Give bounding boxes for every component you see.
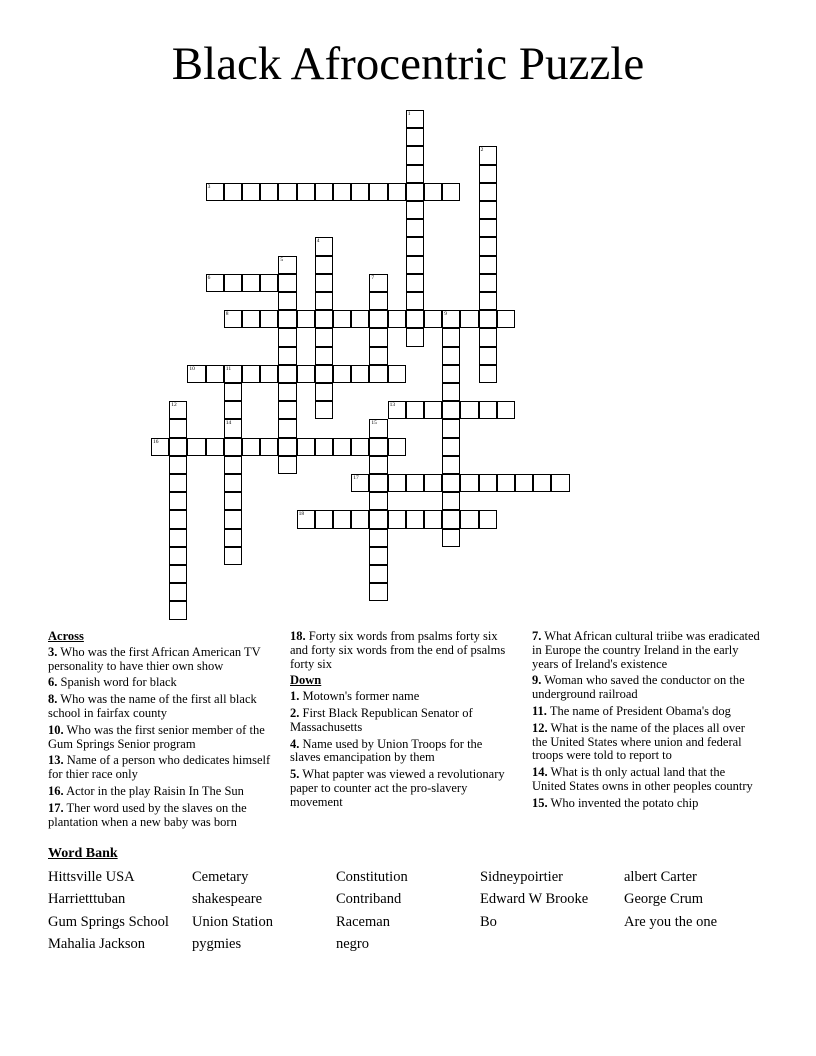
grid-cell[interactable] bbox=[224, 365, 242, 383]
word-bank-item: Gum Springs School bbox=[48, 914, 169, 930]
grid-cell[interactable] bbox=[315, 292, 333, 310]
word-bank-item: Union Station bbox=[192, 914, 273, 930]
clue-across-16: 16. Actor in the play Raisin In The Sun bbox=[48, 783, 244, 798]
grid-cell[interactable] bbox=[278, 310, 296, 328]
grid-cell[interactable] bbox=[206, 183, 224, 201]
grid-cell[interactable] bbox=[315, 383, 333, 401]
grid-cell[interactable] bbox=[333, 510, 351, 528]
grid-cell[interactable] bbox=[406, 165, 424, 183]
grid-cell[interactable] bbox=[442, 401, 460, 419]
grid-cell[interactable] bbox=[187, 365, 205, 383]
grid-cell[interactable] bbox=[278, 274, 296, 292]
grid-cell[interactable] bbox=[242, 365, 260, 383]
grid-cell[interactable] bbox=[351, 510, 369, 528]
grid-cell[interactable] bbox=[169, 510, 187, 528]
grid-cell[interactable] bbox=[479, 310, 497, 328]
grid-cell[interactable] bbox=[479, 146, 497, 164]
word-bank-item: Raceman bbox=[336, 914, 390, 930]
grid-cell[interactable] bbox=[406, 146, 424, 164]
grid-cell[interactable] bbox=[406, 110, 424, 128]
grid-cell[interactable] bbox=[406, 219, 424, 237]
grid-cell[interactable] bbox=[297, 365, 315, 383]
grid-cell[interactable] bbox=[351, 474, 369, 492]
grid-cell[interactable] bbox=[406, 237, 424, 255]
grid-cell[interactable] bbox=[224, 492, 242, 510]
word-bank-heading: Word Bank bbox=[48, 846, 118, 861]
grid-cell[interactable] bbox=[369, 583, 387, 601]
grid-cell[interactable] bbox=[479, 256, 497, 274]
grid-cell[interactable] bbox=[369, 310, 387, 328]
grid-cell[interactable] bbox=[315, 310, 333, 328]
grid-cell[interactable] bbox=[242, 438, 260, 456]
grid-cell[interactable] bbox=[369, 183, 387, 201]
grid-cell[interactable] bbox=[406, 292, 424, 310]
grid-cell[interactable] bbox=[278, 183, 296, 201]
grid-cell[interactable] bbox=[260, 183, 278, 201]
grid-cell[interactable] bbox=[369, 565, 387, 583]
grid-cell[interactable] bbox=[442, 456, 460, 474]
grid-clue-number: 14 bbox=[225, 420, 232, 427]
clue-down-9: 9. Woman who saved the conductor on the underground railroad bbox=[532, 673, 745, 702]
grid-cell[interactable] bbox=[224, 529, 242, 547]
clues-column-3 bbox=[532, 630, 760, 814]
grid-cell[interactable] bbox=[442, 529, 460, 547]
word-bank-item: Bo bbox=[480, 914, 497, 930]
grid-cell[interactable] bbox=[169, 419, 187, 437]
grid-cell[interactable] bbox=[369, 274, 387, 292]
grid-cell[interactable] bbox=[406, 128, 424, 146]
grid-cell[interactable] bbox=[333, 310, 351, 328]
grid-cell[interactable] bbox=[315, 510, 333, 528]
grid-cell[interactable] bbox=[460, 474, 478, 492]
grid-clue-number: 18 bbox=[298, 511, 305, 518]
word-bank-item: albert Carter bbox=[624, 869, 697, 885]
clue-down-2: 2. First Black Republican Senator of Massachusetts bbox=[290, 705, 473, 734]
grid-cell[interactable] bbox=[388, 310, 406, 328]
grid-cell[interactable] bbox=[442, 474, 460, 492]
grid-cell[interactable] bbox=[479, 183, 497, 201]
grid-cell[interactable] bbox=[388, 474, 406, 492]
grid-cell[interactable] bbox=[406, 183, 424, 201]
grid-cell[interactable] bbox=[388, 365, 406, 383]
grid-cell[interactable] bbox=[424, 510, 442, 528]
grid-cell[interactable] bbox=[369, 547, 387, 565]
grid-cell[interactable] bbox=[388, 510, 406, 528]
grid-cell[interactable] bbox=[442, 365, 460, 383]
grid-cell[interactable] bbox=[369, 529, 387, 547]
grid-clue-number: 8 bbox=[225, 311, 229, 318]
clues-column-2 bbox=[290, 630, 516, 813]
grid-cell[interactable] bbox=[315, 438, 333, 456]
grid-cell[interactable] bbox=[169, 547, 187, 565]
grid-cell[interactable] bbox=[406, 328, 424, 346]
clue-across-13: 13. Name of a person who dedicates himself for thier race only bbox=[48, 753, 271, 782]
grid-cell[interactable] bbox=[260, 274, 278, 292]
clue-down-7: 7. What African cultural triibe was eradicated in Europe the country Ireland in the early years of Ireland's existence bbox=[532, 629, 760, 671]
grid-clue-number: 4 bbox=[316, 238, 320, 245]
grid-cell[interactable] bbox=[224, 547, 242, 565]
clue-across-18: 18. Forty six words from psalms forty six and forty six words from the end of psalms forty six bbox=[290, 629, 506, 671]
grid-clue-number: 9 bbox=[444, 311, 447, 318]
word-bank-item: George Crum bbox=[624, 891, 704, 907]
word-bank-item: Constitution bbox=[336, 869, 408, 885]
grid-cell[interactable] bbox=[242, 274, 260, 292]
word-bank-item: Cemetary bbox=[192, 869, 249, 885]
grid-cell[interactable] bbox=[151, 438, 169, 456]
grid-cell[interactable] bbox=[479, 274, 497, 292]
grid-cell[interactable] bbox=[406, 310, 424, 328]
word-bank-item: negro bbox=[336, 936, 370, 952]
clue-across-8: 8. Who was the name of the first all black school in fairfax county bbox=[48, 692, 257, 720]
grid-cell[interactable] bbox=[224, 419, 242, 437]
grid-cell[interactable] bbox=[206, 438, 224, 456]
grid-cell[interactable] bbox=[351, 365, 369, 383]
grid-cell[interactable] bbox=[369, 365, 387, 383]
grid-cell[interactable] bbox=[206, 365, 224, 383]
grid-cell[interactable] bbox=[442, 383, 460, 401]
grid-cell[interactable] bbox=[442, 347, 460, 365]
grid-cell[interactable] bbox=[315, 328, 333, 346]
grid-cell[interactable] bbox=[442, 419, 460, 437]
word-bank-item: Mahalia Jackson bbox=[48, 936, 146, 952]
clue-down-12: 12. What is the name of the places all over the United States where union and federal troops were told to report to bbox=[532, 720, 745, 763]
grid-cell[interactable] bbox=[424, 310, 442, 328]
grid-cell[interactable] bbox=[260, 310, 278, 328]
grid-cell[interactable] bbox=[315, 237, 333, 255]
grid-cell[interactable] bbox=[479, 401, 497, 419]
grid-cell[interactable] bbox=[242, 310, 260, 328]
grid-cell[interactable] bbox=[479, 237, 497, 255]
grid-cell[interactable] bbox=[224, 438, 242, 456]
grid-cell[interactable] bbox=[224, 401, 242, 419]
grid-cell[interactable] bbox=[388, 183, 406, 201]
grid-clue-number: 11 bbox=[225, 365, 232, 372]
grid-cell[interactable] bbox=[406, 274, 424, 292]
grid-cell[interactable] bbox=[333, 365, 351, 383]
grid-cell[interactable] bbox=[406, 510, 424, 528]
grid-cell[interactable] bbox=[224, 510, 242, 528]
grid-cell[interactable] bbox=[169, 456, 187, 474]
grid-cell[interactable] bbox=[442, 328, 460, 346]
word-bank-item: Contriband bbox=[336, 891, 402, 907]
grid-cell[interactable] bbox=[315, 401, 333, 419]
grid-cell[interactable] bbox=[169, 438, 187, 456]
grid-cell[interactable] bbox=[169, 583, 187, 601]
word-bank-item: shakespeare bbox=[192, 891, 263, 907]
grid-cell[interactable] bbox=[369, 328, 387, 346]
grid-cell[interactable] bbox=[369, 292, 387, 310]
grid-cell[interactable] bbox=[497, 310, 515, 328]
grid-cell[interactable] bbox=[278, 401, 296, 419]
grid-cell[interactable] bbox=[442, 183, 460, 201]
grid-clue-number: 2 bbox=[480, 147, 484, 154]
grid-cell[interactable] bbox=[369, 474, 387, 492]
clue-down-4: 4. Name used by Union Troops for the slaves emancipation by them bbox=[290, 736, 483, 765]
grid-cell[interactable] bbox=[369, 492, 387, 510]
grid-cell[interactable] bbox=[315, 256, 333, 274]
grid-cell[interactable] bbox=[479, 219, 497, 237]
grid-cell[interactable] bbox=[369, 347, 387, 365]
clue-across-17: 17. Ther word used by the slaves on the plantation when a new baby was born bbox=[48, 800, 247, 829]
grid-cell[interactable] bbox=[406, 401, 424, 419]
grid-cell[interactable] bbox=[497, 474, 515, 492]
grid-cell[interactable] bbox=[406, 201, 424, 219]
grid-cell[interactable] bbox=[497, 401, 515, 419]
grid-cell[interactable] bbox=[333, 438, 351, 456]
clue-across-3: 3. Who was the first African American TV personality to have thier own show bbox=[48, 644, 261, 673]
clue-down-5: 5. What papter was viewed a revolutionary paper to counter act the pro-slavery movement bbox=[290, 767, 505, 809]
clue-down-11: 11. The name of President Obama's dog bbox=[532, 703, 731, 718]
grid-cell[interactable] bbox=[297, 438, 315, 456]
grid-cell[interactable] bbox=[479, 510, 497, 528]
grid-clue-number: 15 bbox=[371, 420, 377, 427]
grid-cell[interactable] bbox=[460, 310, 478, 328]
grid-cell[interactable] bbox=[315, 183, 333, 201]
grid-clue-number: 6 bbox=[207, 274, 211, 281]
down-heading: Down bbox=[290, 673, 322, 688]
grid-cell[interactable] bbox=[169, 492, 187, 510]
grid-cell[interactable] bbox=[424, 401, 442, 419]
grid-cell[interactable] bbox=[169, 529, 187, 547]
grid-cell[interactable] bbox=[479, 165, 497, 183]
grid-cell[interactable] bbox=[278, 383, 296, 401]
grid-cell[interactable] bbox=[388, 438, 406, 456]
grid-cell[interactable] bbox=[442, 310, 460, 328]
grid-clue-number: 10 bbox=[189, 365, 195, 372]
grid-cell[interactable] bbox=[479, 347, 497, 365]
grid-cell[interactable] bbox=[351, 310, 369, 328]
grid-cell[interactable] bbox=[278, 256, 296, 274]
grid-cell[interactable] bbox=[315, 347, 333, 365]
grid-cell[interactable] bbox=[479, 328, 497, 346]
clue-down-15: 15. Who invented the potato chip bbox=[532, 795, 699, 810]
grid-cell[interactable] bbox=[297, 510, 315, 528]
grid-cell[interactable] bbox=[424, 183, 442, 201]
grid-cell[interactable] bbox=[351, 438, 369, 456]
grid-cell[interactable] bbox=[278, 328, 296, 346]
grid-cell[interactable] bbox=[442, 510, 460, 528]
grid-cell[interactable] bbox=[278, 365, 296, 383]
clue-across-10: 10. Who was the first senior member of the Gum Springs Senior program bbox=[48, 722, 265, 751]
grid-cell[interactable] bbox=[442, 438, 460, 456]
grid-cell[interactable] bbox=[424, 474, 442, 492]
grid-clue-number: 5 bbox=[280, 256, 284, 263]
word-bank-item: pygmies bbox=[192, 936, 242, 952]
grid-cell[interactable] bbox=[479, 365, 497, 383]
grid-cell[interactable] bbox=[369, 510, 387, 528]
grid-cell[interactable] bbox=[515, 474, 533, 492]
grid-clue-number: 12 bbox=[171, 402, 177, 409]
grid-cell[interactable] bbox=[442, 492, 460, 510]
grid-clue-number: 16 bbox=[153, 438, 159, 445]
grid-cell[interactable] bbox=[479, 201, 497, 219]
grid-cell[interactable] bbox=[533, 474, 551, 492]
grid-cell[interactable] bbox=[169, 474, 187, 492]
grid-cell[interactable] bbox=[369, 419, 387, 437]
grid-cell[interactable] bbox=[278, 438, 296, 456]
word-bank-item: Hittsville USA bbox=[48, 869, 135, 885]
grid-cell[interactable] bbox=[224, 274, 242, 292]
grid-cell[interactable] bbox=[224, 456, 242, 474]
grid-cell[interactable] bbox=[260, 438, 278, 456]
grid-cell[interactable] bbox=[169, 401, 187, 419]
grid-clue-number: 17 bbox=[353, 475, 359, 481]
word-bank-item: Harrietttuban bbox=[48, 891, 126, 907]
grid-cell[interactable] bbox=[187, 438, 205, 456]
grid-cell[interactable] bbox=[242, 183, 260, 201]
grid-cell[interactable] bbox=[278, 347, 296, 365]
clue-down-1: 1. Motown's former name bbox=[290, 689, 420, 704]
word-bank-item: Are you the one bbox=[624, 914, 718, 930]
grid-cell[interactable] bbox=[388, 401, 406, 419]
grid-cell[interactable] bbox=[406, 474, 424, 492]
grid-cell[interactable] bbox=[224, 474, 242, 492]
grid-cell[interactable] bbox=[278, 456, 296, 474]
clues-column-1 bbox=[48, 630, 274, 832]
grid-cell[interactable] bbox=[297, 310, 315, 328]
grid-clue-number: 1 bbox=[407, 111, 411, 117]
grid-clue-number: 3 bbox=[207, 183, 211, 190]
across-heading: Across bbox=[48, 629, 84, 643]
grid-cell[interactable] bbox=[315, 274, 333, 292]
grid-cell[interactable] bbox=[169, 565, 187, 583]
grid-cell[interactable] bbox=[278, 419, 296, 437]
grid-cell[interactable] bbox=[460, 510, 478, 528]
grid-cell[interactable] bbox=[406, 256, 424, 274]
grid-cell[interactable] bbox=[169, 601, 187, 619]
grid-cell[interactable] bbox=[460, 401, 478, 419]
grid-cell[interactable] bbox=[297, 183, 315, 201]
grid-cell[interactable] bbox=[369, 456, 387, 474]
grid-cell[interactable] bbox=[369, 438, 387, 456]
grid-cell[interactable] bbox=[224, 383, 242, 401]
grid-cell[interactable] bbox=[315, 365, 333, 383]
puzzle-title: Black Afrocentric Puzzle bbox=[171, 38, 645, 90]
word-bank-item: Sidneypoirtier bbox=[480, 869, 563, 885]
grid-clue-number: 7 bbox=[371, 274, 375, 281]
grid-cell[interactable] bbox=[551, 474, 569, 492]
clue-across-6: 6. Spanish word for black bbox=[48, 675, 177, 690]
clue-down-14: 14. What is th only actual land that the United States owns in other peoples country bbox=[532, 765, 753, 793]
grid-cell[interactable] bbox=[278, 292, 296, 310]
word-bank-item: Edward W Brooke bbox=[480, 891, 589, 907]
grid-cell[interactable] bbox=[224, 183, 242, 201]
grid-cell[interactable] bbox=[351, 183, 369, 201]
grid-cell[interactable] bbox=[333, 183, 351, 201]
grid-cell[interactable] bbox=[260, 365, 278, 383]
grid-cell[interactable] bbox=[479, 474, 497, 492]
grid-cell[interactable] bbox=[224, 310, 242, 328]
grid-clue-number: 13 bbox=[389, 402, 396, 409]
grid-cell[interactable] bbox=[206, 274, 224, 292]
grid-cell[interactable] bbox=[479, 292, 497, 310]
